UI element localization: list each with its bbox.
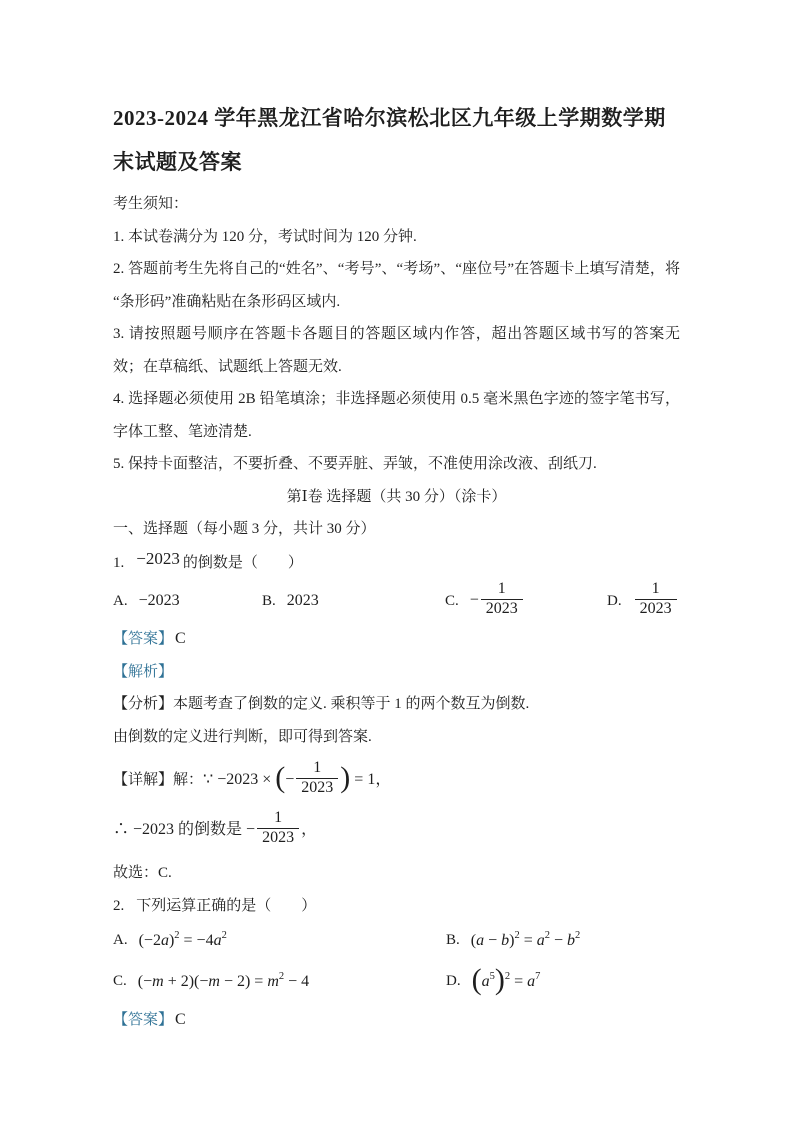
- answer-label: 【答案】: [113, 631, 174, 647]
- question-2-option-a: [113, 929, 446, 950]
- option-label: C.: [445, 592, 459, 609]
- detail-equation-2: ∴ −2023 的倒数是 − $\frac{1}{2023}$ ，: [113, 809, 318, 846]
- question-2-answer-line: [113, 1004, 680, 1037]
- notice-item-1: 1. 本试卷满分为 120 分，考试时间为 120 分钟.: [113, 228, 417, 245]
- question-1-option-c: [445, 582, 607, 620]
- option-value: $(a - b)^2 = a^2 - b^2$: [470, 929, 581, 949]
- question-2-option-c: [113, 970, 446, 991]
- question-1-stem-text: 的倒数是（ ）: [182, 554, 303, 571]
- question-2-answer-value: C: [175, 1011, 186, 1028]
- question-1-options: [113, 579, 680, 623]
- notice-item-5: 5. 保持卡面整洁，不要折叠、不要弄脏、弄皱，不准使用涂改液、刮纸刀.: [113, 456, 597, 472]
- option-value: −2023: [138, 592, 180, 609]
- question-1-answer-value: C: [175, 630, 186, 647]
- question-1-detail-line-1: [113, 757, 680, 803]
- question-2-stem: [113, 890, 680, 923]
- option-value: $(-m + 2)(-m - 2) = m^2 - 4$: [137, 970, 310, 990]
- question-1-option-a: [113, 592, 262, 610]
- option-label: B.: [262, 592, 276, 609]
- question-2-number: 2.: [113, 897, 125, 914]
- option-label: B.: [446, 932, 460, 948]
- question-1-explain-label: [113, 656, 680, 689]
- notice-item-2: 2. 答题前考生先将自己的“姓名”、“考号”、“考场”、“座位号”在答题卡上填写清楚，将“条形码”准确粘贴在条形码区域内.: [113, 261, 680, 310]
- notice-item-3: 3. 请按照题号顺序在答题卡各题目的答题区域内作答，超出答题区域书写的答案无效；在草稿纸、试题纸上答题无效.: [113, 326, 680, 375]
- question-1-conclusion: 故选：C.: [113, 865, 172, 881]
- option-value: − $\frac{1}{2023}$: [470, 582, 525, 620]
- explain-label: 【解析】: [113, 663, 174, 680]
- question-2-options-row-1: [113, 922, 680, 959]
- option-value: $(-2a)^2 = -4a^2$: [138, 929, 227, 949]
- notice-heading: 考生须知：: [113, 196, 189, 212]
- question-1-analysis-1: 【分析】本题考查了倒数的定义. 乘积等于 1 的两个数互为倒数.: [113, 696, 530, 712]
- question-1-answer-line: [113, 623, 680, 656]
- question-1-detail-line-2: [113, 807, 680, 853]
- question-2-option-b: [446, 929, 680, 950]
- question-1-stem-math: −2023: [136, 548, 180, 568]
- option-label: D.: [607, 592, 622, 609]
- detail-prefix: 解：: [173, 772, 204, 788]
- notice-item-4: 4. 选择题必须使用 2B 铅笔填涂；非选择题必须使用 0.5 毫米黑色字迹的签字笔书写，字体工整、笔迹清楚.: [113, 391, 680, 440]
- option-value: $(a^5)^2 = a^7$: [471, 962, 541, 996]
- page-title: 2023-2024 学年黑龙江省哈尔滨松北区九年级上学期数学期末试题及答案: [113, 106, 666, 174]
- question-1-number: 1.: [113, 554, 125, 571]
- section-1-subheader: 一、选择题（每小题 3 分，共计 30 分）: [113, 521, 376, 537]
- option-label: A.: [113, 932, 128, 948]
- question-1-option-b: [262, 592, 445, 610]
- option-label: A.: [113, 592, 128, 609]
- question-1-stem: [113, 546, 680, 580]
- option-value: 2023: [286, 592, 319, 609]
- detail-equation-1: ∵ −2023 × (− $\frac{1}{2023}$ ) = 1，: [203, 759, 392, 796]
- question-1-option-d: [607, 582, 680, 620]
- question-1-analysis-2: 由倒数的定义进行判断，即可得到答案.: [113, 728, 372, 745]
- answer-label: 【答案】: [113, 1012, 174, 1028]
- detail-label: 【详解】: [113, 772, 174, 788]
- option-label: D.: [446, 973, 461, 989]
- option-label: C.: [113, 973, 127, 989]
- question-2-options-row-2: [113, 959, 680, 1004]
- section-1-header: 第Ⅰ卷 选择题（共 30 分）（涂卡）: [286, 488, 507, 505]
- question-2-stem-text: 下列运算正确的是（ ）: [136, 897, 317, 914]
- question-2-option-d: [446, 962, 680, 996]
- option-value: $\frac{1}{2023}$: [633, 582, 679, 620]
